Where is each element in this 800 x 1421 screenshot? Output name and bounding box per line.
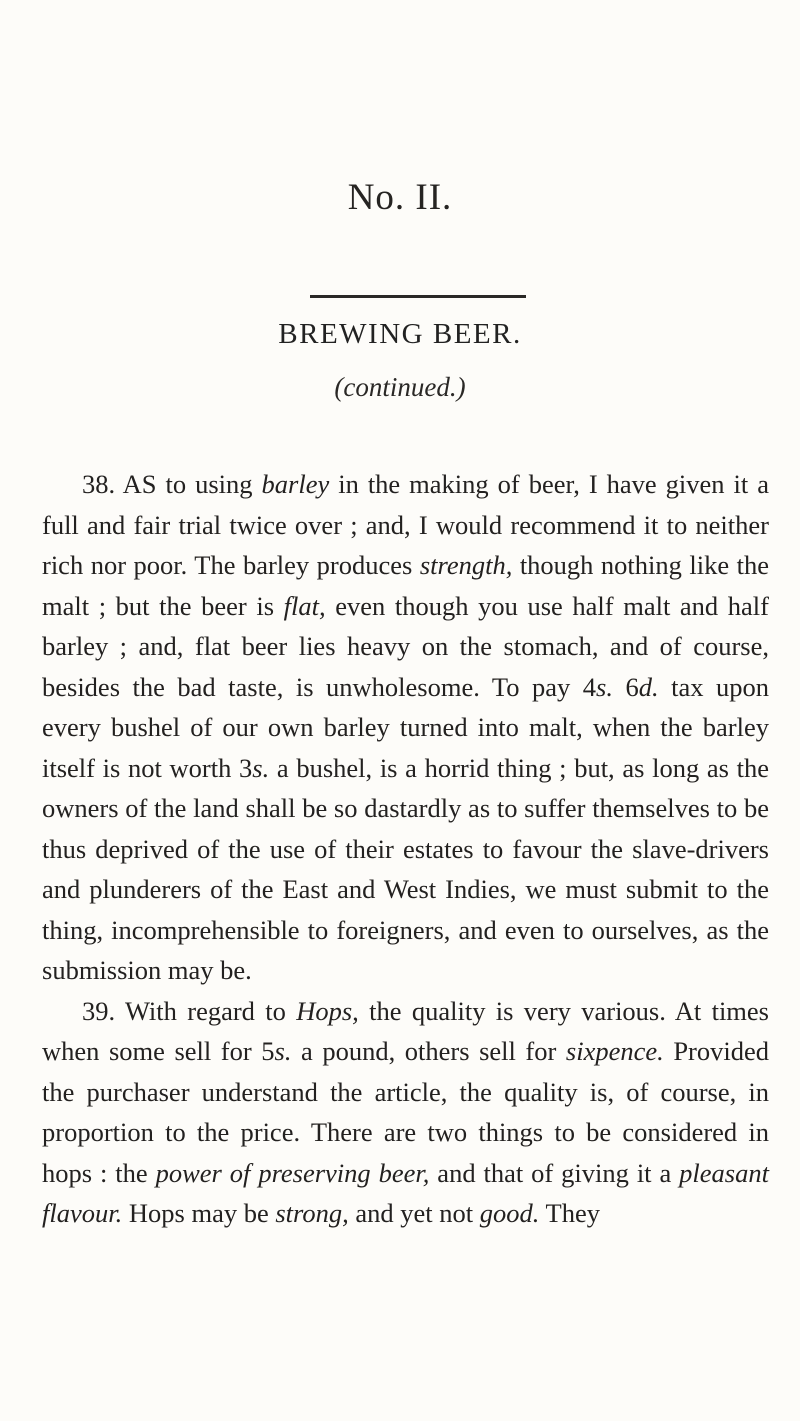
italic-text: d. — [638, 671, 659, 702]
text-run: and that of giving it a — [429, 1157, 680, 1188]
text-run: and yet not — [348, 1198, 480, 1228]
subtitle-text: (continued.) — [334, 372, 466, 402]
chapter-subtitle — [0, 372, 800, 403]
italic-text: Hops, — [296, 995, 359, 1026]
italic-text: sixpence. — [565, 1036, 664, 1066]
chapter-title: BREWING BEER. — [278, 318, 522, 350]
text-run: They — [539, 1198, 600, 1228]
italic-text: flat, — [283, 590, 326, 621]
text-run: Hops may be — [122, 1198, 276, 1228]
body-text — [42, 464, 769, 1234]
text-run: a bushel, is a horrid thing ; but, as long as the owners of the land shall be so dastardly as to suffer themselves to be thus deprived of the use of their estates to favour the slave-drivers and plunderers of the East and West Indies, we must submit to the thing, incomprehensible to foreigners, and even to ourselves, as the submission may be. — [42, 752, 769, 985]
paragraph-38 — [42, 464, 769, 991]
text-run: though nothing like the malt ; but the beer is — [42, 550, 769, 621]
italic-text: barley — [261, 469, 330, 499]
italic-text: s. — [274, 1036, 292, 1066]
paragraph-39 — [42, 991, 769, 1234]
title-rule — [310, 295, 526, 298]
text-run: a pound, others sell for — [291, 1036, 566, 1066]
italic-text: s. — [596, 671, 613, 702]
text-run: 6 — [612, 671, 639, 702]
italic-text: power of preserving beer, — [155, 1157, 430, 1188]
text-run: in the making of beer, I have given it a full and fair trial twice over ; and, I would recommend it to neither rich nor poor. The barley produces — [42, 469, 770, 580]
text-run: 38. AS to using — [82, 469, 262, 499]
italic-text: good. — [479, 1198, 540, 1228]
chapter-number: No. II. — [347, 177, 453, 218]
italic-text: pleasant flavour. — [42, 1157, 769, 1228]
text-run: even though you use half malt and half barley ; and, flat beer lies heavy on the stomach, and of course, besides the bad taste, is unwholesome. To pay 4 — [42, 590, 769, 702]
italic-text: s. — [252, 752, 270, 783]
text-run: the quality is very various. At times when some sell for 5 — [42, 995, 769, 1066]
text-run: tax upon every bushel of our own barley turned into malt, when the barley itself is not worth 3 — [42, 671, 769, 783]
text-run: Provided the purchaser understand the article, the quality is, of course, in proportion to the price. There are two things to be considered in hops : the — [42, 1036, 770, 1188]
text-run: 39. With regard to — [82, 995, 297, 1026]
italic-text: strong, — [275, 1198, 349, 1228]
italic-text: strength, — [419, 550, 513, 580]
